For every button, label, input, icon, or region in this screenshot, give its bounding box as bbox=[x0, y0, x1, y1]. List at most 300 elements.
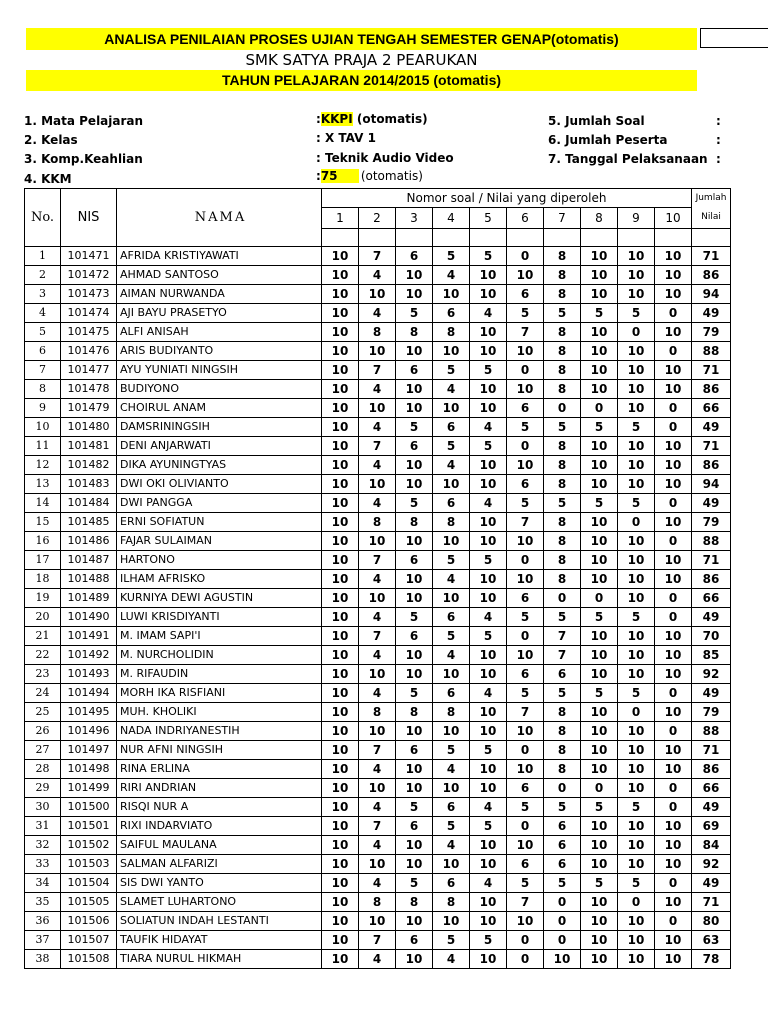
total-score-cell: 88 bbox=[692, 531, 731, 550]
table-row bbox=[25, 778, 731, 797]
score-cell: 0 bbox=[655, 417, 692, 436]
score-cell: 5 bbox=[470, 626, 507, 645]
row-number-cell: 17 bbox=[25, 550, 61, 569]
score-cell: 10 bbox=[396, 645, 433, 664]
nis-cell: 101479 bbox=[61, 398, 117, 417]
total-score-cell: 92 bbox=[692, 664, 731, 683]
score-cell: 7 bbox=[544, 645, 581, 664]
score-cell: 8 bbox=[544, 550, 581, 569]
score-cell: 8 bbox=[544, 284, 581, 303]
nis-cell: 101506 bbox=[61, 911, 117, 930]
table-row bbox=[25, 607, 731, 626]
table-row bbox=[25, 797, 731, 816]
score-cell: 4 bbox=[433, 949, 470, 968]
row-number-cell: 28 bbox=[25, 759, 61, 778]
table-row bbox=[25, 455, 731, 474]
student-name-cell: RIXI INDARVIATO bbox=[117, 816, 322, 835]
score-cell: 8 bbox=[433, 702, 470, 721]
kelas-label: 2. Kelas bbox=[24, 133, 78, 147]
score-cell: 10 bbox=[433, 778, 470, 797]
nis-cell: 101476 bbox=[61, 341, 117, 360]
blank-header-cell bbox=[470, 228, 507, 246]
score-cell: 10 bbox=[581, 626, 618, 645]
score-cell: 10 bbox=[322, 797, 359, 816]
score-cell: 4 bbox=[470, 303, 507, 322]
score-cell: 6 bbox=[507, 778, 544, 797]
score-cell: 10 bbox=[322, 265, 359, 284]
row-number-cell: 23 bbox=[25, 664, 61, 683]
peserta-label: 6. Jumlah Peserta bbox=[548, 133, 668, 147]
score-cell: 5 bbox=[396, 303, 433, 322]
score-cell: 5 bbox=[507, 797, 544, 816]
score-cell: 4 bbox=[433, 379, 470, 398]
row-number-cell: 16 bbox=[25, 531, 61, 550]
row-number-cell: 12 bbox=[25, 455, 61, 474]
score-cell: 10 bbox=[396, 474, 433, 493]
blank-header-cell bbox=[655, 228, 692, 246]
score-cell: 5 bbox=[507, 683, 544, 702]
score-cell: 6 bbox=[396, 550, 433, 569]
score-cell: 10 bbox=[470, 341, 507, 360]
score-cell: 10 bbox=[396, 911, 433, 930]
score-cell: 10 bbox=[396, 398, 433, 417]
student-name-cell: NUR AFNI NINGSIH bbox=[117, 740, 322, 759]
nis-cell: 101501 bbox=[61, 816, 117, 835]
row-number-cell: 37 bbox=[25, 930, 61, 949]
score-cell: 8 bbox=[544, 455, 581, 474]
score-cell: 4 bbox=[359, 455, 396, 474]
table-row bbox=[25, 531, 731, 550]
score-cell: 0 bbox=[544, 892, 581, 911]
score-cell: 6 bbox=[396, 930, 433, 949]
score-cell: 10 bbox=[322, 455, 359, 474]
nis-cell: 101493 bbox=[61, 664, 117, 683]
nis-cell: 101498 bbox=[61, 759, 117, 778]
table-row bbox=[25, 721, 731, 740]
row-number-cell: 33 bbox=[25, 854, 61, 873]
blank-header-cell bbox=[692, 228, 731, 246]
score-cell: 8 bbox=[359, 702, 396, 721]
student-name-cell: DENI ANJARWATI bbox=[117, 436, 322, 455]
score-cell: 8 bbox=[544, 569, 581, 588]
score-cell: 4 bbox=[433, 759, 470, 778]
score-cell: 10 bbox=[655, 892, 692, 911]
score-cell: 5 bbox=[618, 797, 655, 816]
score-cell: 10 bbox=[359, 778, 396, 797]
score-cell: 4 bbox=[359, 417, 396, 436]
table-row bbox=[25, 303, 731, 322]
score-cell: 8 bbox=[396, 892, 433, 911]
nis-cell: 101502 bbox=[61, 835, 117, 854]
table-row bbox=[25, 284, 731, 303]
student-name-cell: ARIS BUDIYANTO bbox=[117, 341, 322, 360]
score-cell: 10 bbox=[433, 664, 470, 683]
total-score-cell: 79 bbox=[692, 322, 731, 341]
score-cell: 10 bbox=[470, 455, 507, 474]
score-cell: 10 bbox=[581, 740, 618, 759]
table-row bbox=[25, 436, 731, 455]
score-cell: 10 bbox=[655, 474, 692, 493]
school-name: SMK SATYA PRAJA 2 PEARUKAN bbox=[245, 51, 478, 69]
score-cell: 10 bbox=[322, 550, 359, 569]
student-name-cell: FAJAR SULAIMAN bbox=[117, 531, 322, 550]
score-cell: 0 bbox=[655, 911, 692, 930]
blank-header-cell bbox=[544, 228, 581, 246]
score-cell: 8 bbox=[544, 474, 581, 493]
score-cell: 10 bbox=[655, 930, 692, 949]
student-name-cell: KURNIYA DEWI AGUSTIN bbox=[117, 588, 322, 607]
score-cell: 7 bbox=[544, 626, 581, 645]
score-cell: 8 bbox=[544, 322, 581, 341]
score-cell: 10 bbox=[618, 284, 655, 303]
question-number-header: 4 bbox=[433, 207, 470, 228]
score-cell: 8 bbox=[544, 341, 581, 360]
score-cell: 8 bbox=[544, 265, 581, 284]
score-cell: 10 bbox=[618, 949, 655, 968]
score-cell: 7 bbox=[507, 702, 544, 721]
score-cell: 4 bbox=[359, 607, 396, 626]
score-cell: 6 bbox=[544, 854, 581, 873]
col-no-header: No. bbox=[25, 189, 61, 247]
blank-header-cell bbox=[359, 228, 396, 246]
score-cell: 5 bbox=[544, 303, 581, 322]
score-cell: 10 bbox=[655, 816, 692, 835]
table-row bbox=[25, 246, 731, 265]
score-cell: 10 bbox=[396, 759, 433, 778]
komp-label: 3. Komp.Keahlian bbox=[24, 152, 143, 166]
score-cell: 0 bbox=[655, 683, 692, 702]
score-cell: 5 bbox=[433, 436, 470, 455]
score-cell: 10 bbox=[396, 379, 433, 398]
score-cell: 6 bbox=[433, 417, 470, 436]
score-cell: 8 bbox=[544, 531, 581, 550]
blank-header-cell bbox=[322, 228, 359, 246]
score-cell: 10 bbox=[359, 531, 396, 550]
score-cell: 5 bbox=[433, 626, 470, 645]
score-cell: 0 bbox=[507, 550, 544, 569]
table-row bbox=[25, 360, 731, 379]
row-number-cell: 10 bbox=[25, 417, 61, 436]
score-cell: 5 bbox=[433, 930, 470, 949]
nis-cell: 101482 bbox=[61, 455, 117, 474]
table-row bbox=[25, 322, 731, 341]
row-number-cell: 7 bbox=[25, 360, 61, 379]
score-cell: 5 bbox=[433, 816, 470, 835]
score-cell: 0 bbox=[507, 626, 544, 645]
score-cell: 6 bbox=[544, 835, 581, 854]
table-row bbox=[25, 740, 731, 759]
total-score-cell: 86 bbox=[692, 759, 731, 778]
score-cell: 4 bbox=[470, 417, 507, 436]
score-cell: 10 bbox=[581, 664, 618, 683]
score-cell: 4 bbox=[359, 683, 396, 702]
row-number-cell: 27 bbox=[25, 740, 61, 759]
score-cell: 5 bbox=[396, 873, 433, 892]
score-cell: 10 bbox=[322, 930, 359, 949]
student-name-cell: AJI BAYU PRASETYO bbox=[117, 303, 322, 322]
score-cell: 10 bbox=[618, 455, 655, 474]
score-cell: 6 bbox=[433, 797, 470, 816]
score-cell: 5 bbox=[618, 683, 655, 702]
blank-header-cell bbox=[433, 228, 470, 246]
score-cell: 7 bbox=[359, 626, 396, 645]
total-score-cell: 66 bbox=[692, 398, 731, 417]
score-cell: 10 bbox=[618, 911, 655, 930]
row-number-cell: 4 bbox=[25, 303, 61, 322]
score-cell: 10 bbox=[322, 721, 359, 740]
score-cell: 10 bbox=[470, 474, 507, 493]
student-name-cell: CHOIRUL ANAM bbox=[117, 398, 322, 417]
score-cell: 10 bbox=[618, 854, 655, 873]
score-cell: 10 bbox=[470, 645, 507, 664]
student-name-cell: ERNI SOFIATUN bbox=[117, 512, 322, 531]
score-cell: 10 bbox=[581, 531, 618, 550]
nis-cell: 101489 bbox=[61, 588, 117, 607]
score-cell: 5 bbox=[544, 417, 581, 436]
row-number-cell: 6 bbox=[25, 341, 61, 360]
score-cell: 5 bbox=[581, 683, 618, 702]
row-number-cell: 18 bbox=[25, 569, 61, 588]
score-cell: 10 bbox=[618, 835, 655, 854]
score-cell: 0 bbox=[544, 911, 581, 930]
total-score-cell: 49 bbox=[692, 303, 731, 322]
row-number-cell: 5 bbox=[25, 322, 61, 341]
score-cell: 10 bbox=[581, 512, 618, 531]
score-cell: 4 bbox=[433, 569, 470, 588]
score-cell: 10 bbox=[396, 778, 433, 797]
table-row bbox=[25, 835, 731, 854]
nis-cell: 101497 bbox=[61, 740, 117, 759]
score-cell: 5 bbox=[618, 607, 655, 626]
score-cell: 10 bbox=[618, 360, 655, 379]
table-row bbox=[25, 550, 731, 569]
score-cell: 10 bbox=[359, 854, 396, 873]
score-cell: 10 bbox=[470, 835, 507, 854]
row-number-cell: 11 bbox=[25, 436, 61, 455]
score-cell: 10 bbox=[581, 436, 618, 455]
table-row bbox=[25, 379, 731, 398]
total-score-cell: 49 bbox=[692, 873, 731, 892]
score-cell: 10 bbox=[322, 759, 359, 778]
total-score-cell: 71 bbox=[692, 550, 731, 569]
score-cell: 10 bbox=[581, 322, 618, 341]
score-cell: 5 bbox=[544, 873, 581, 892]
score-cell: 10 bbox=[581, 759, 618, 778]
score-cell: 10 bbox=[618, 569, 655, 588]
header-row-1 bbox=[25, 189, 731, 208]
student-name-cell: RIRI ANDRIAN bbox=[117, 778, 322, 797]
row-number-cell: 25 bbox=[25, 702, 61, 721]
score-cell: 10 bbox=[581, 721, 618, 740]
score-cell: 10 bbox=[433, 284, 470, 303]
score-cell: 10 bbox=[655, 512, 692, 531]
nis-cell: 101475 bbox=[61, 322, 117, 341]
score-cell: 5 bbox=[470, 740, 507, 759]
total-score-cell: 71 bbox=[692, 360, 731, 379]
score-cell: 10 bbox=[433, 341, 470, 360]
nis-cell: 101474 bbox=[61, 303, 117, 322]
table-row bbox=[25, 930, 731, 949]
nis-cell: 101471 bbox=[61, 246, 117, 265]
score-cell: 10 bbox=[581, 360, 618, 379]
score-cell: 8 bbox=[359, 892, 396, 911]
score-cell: 10 bbox=[359, 588, 396, 607]
academic-year: TAHUN PELAJARAN 2014/2015 (otomatis) bbox=[26, 70, 697, 91]
student-name-cell: HARTONO bbox=[117, 550, 322, 569]
score-cell: 10 bbox=[359, 721, 396, 740]
kkm-note: (otomatis) bbox=[360, 169, 423, 183]
score-cell: 10 bbox=[396, 569, 433, 588]
nis-cell: 101483 bbox=[61, 474, 117, 493]
komp-value: : Teknik Audio Video bbox=[316, 151, 454, 165]
row-number-cell: 14 bbox=[25, 493, 61, 512]
score-cell: 10 bbox=[618, 930, 655, 949]
student-name-cell: TIARA NURUL HIKMAH bbox=[117, 949, 322, 968]
table-row bbox=[25, 417, 731, 436]
blank-header-cell bbox=[396, 228, 433, 246]
soal-colon: : bbox=[716, 114, 721, 128]
score-cell: 10 bbox=[507, 531, 544, 550]
score-cell: 8 bbox=[433, 892, 470, 911]
col-group-header: Nomor soal / Nilai yang diperoleh bbox=[322, 189, 692, 208]
score-cell: 10 bbox=[433, 531, 470, 550]
score-cell: 10 bbox=[322, 607, 359, 626]
score-cell: 10 bbox=[618, 759, 655, 778]
score-cell: 5 bbox=[396, 493, 433, 512]
score-cell: 10 bbox=[396, 835, 433, 854]
score-cell: 10 bbox=[470, 569, 507, 588]
score-cell: 10 bbox=[655, 949, 692, 968]
score-cell: 7 bbox=[359, 360, 396, 379]
score-cell: 10 bbox=[359, 911, 396, 930]
score-cell: 10 bbox=[618, 436, 655, 455]
nis-cell: 101500 bbox=[61, 797, 117, 816]
nis-cell: 101504 bbox=[61, 873, 117, 892]
student-name-cell: DWI OKI OLIVIANTO bbox=[117, 474, 322, 493]
score-cell: 0 bbox=[655, 303, 692, 322]
score-cell: 10 bbox=[507, 759, 544, 778]
student-name-cell: AYU YUNIATI NINGSIH bbox=[117, 360, 322, 379]
row-number-cell: 32 bbox=[25, 835, 61, 854]
score-cell: 4 bbox=[359, 493, 396, 512]
score-cell: 6 bbox=[544, 816, 581, 835]
score-cell: 10 bbox=[618, 265, 655, 284]
table-row bbox=[25, 759, 731, 778]
score-cell: 6 bbox=[507, 664, 544, 683]
col-jumlah-header: Jumlah bbox=[692, 189, 731, 208]
student-name-cell: SAIFUL MAULANA bbox=[117, 835, 322, 854]
score-cell: 0 bbox=[655, 721, 692, 740]
table-row bbox=[25, 873, 731, 892]
score-cell: 5 bbox=[470, 246, 507, 265]
score-cell: 7 bbox=[359, 436, 396, 455]
nis-cell: 101492 bbox=[61, 645, 117, 664]
score-cell: 8 bbox=[544, 740, 581, 759]
score-cell: 0 bbox=[507, 436, 544, 455]
table-row bbox=[25, 265, 731, 284]
table-row bbox=[25, 645, 731, 664]
score-cell: 5 bbox=[544, 607, 581, 626]
score-cell: 8 bbox=[544, 360, 581, 379]
score-cell: 10 bbox=[396, 265, 433, 284]
score-cell: 0 bbox=[507, 740, 544, 759]
total-score-cell: 63 bbox=[692, 930, 731, 949]
score-cell: 8 bbox=[396, 702, 433, 721]
score-cell: 10 bbox=[618, 740, 655, 759]
score-cell: 6 bbox=[396, 360, 433, 379]
score-cell: 10 bbox=[618, 645, 655, 664]
score-cell: 0 bbox=[544, 398, 581, 417]
score-cell: 0 bbox=[655, 607, 692, 626]
question-number-header: 5 bbox=[470, 207, 507, 228]
question-number-header: 2 bbox=[359, 207, 396, 228]
row-number-cell: 8 bbox=[25, 379, 61, 398]
score-cell: 4 bbox=[359, 759, 396, 778]
score-cell: 5 bbox=[581, 303, 618, 322]
score-cell: 5 bbox=[581, 417, 618, 436]
row-number-cell: 2 bbox=[25, 265, 61, 284]
score-cell: 0 bbox=[544, 778, 581, 797]
score-cell: 10 bbox=[618, 246, 655, 265]
score-cell: 10 bbox=[581, 455, 618, 474]
nis-cell: 101507 bbox=[61, 930, 117, 949]
table-row bbox=[25, 949, 731, 968]
score-cell: 10 bbox=[618, 398, 655, 417]
score-cell: 10 bbox=[618, 816, 655, 835]
table-row bbox=[25, 816, 731, 835]
score-cell: 10 bbox=[581, 474, 618, 493]
score-cell: 10 bbox=[470, 721, 507, 740]
score-cell: 0 bbox=[655, 797, 692, 816]
table-row bbox=[25, 398, 731, 417]
score-cell: 0 bbox=[618, 892, 655, 911]
student-name-cell: M. RIFAUDIN bbox=[117, 664, 322, 683]
question-number-header: 7 bbox=[544, 207, 581, 228]
total-score-cell: 94 bbox=[692, 474, 731, 493]
nis-cell: 101499 bbox=[61, 778, 117, 797]
score-cell: 10 bbox=[322, 588, 359, 607]
score-cell: 10 bbox=[322, 531, 359, 550]
score-cell: 5 bbox=[507, 493, 544, 512]
score-cell: 5 bbox=[581, 607, 618, 626]
nis-cell: 101478 bbox=[61, 379, 117, 398]
score-cell: 4 bbox=[359, 645, 396, 664]
score-cell: 10 bbox=[655, 265, 692, 284]
score-cell: 5 bbox=[433, 360, 470, 379]
nis-cell: 101473 bbox=[61, 284, 117, 303]
score-cell: 10 bbox=[655, 246, 692, 265]
mapel-label: 1. Mata Pelajaran bbox=[24, 114, 144, 128]
score-table-body bbox=[25, 246, 731, 968]
student-name-cell: NADA INDRIYANESTIH bbox=[117, 721, 322, 740]
score-cell: 10 bbox=[581, 835, 618, 854]
score-cell: 10 bbox=[396, 721, 433, 740]
score-cell: 10 bbox=[655, 284, 692, 303]
score-cell: 10 bbox=[655, 360, 692, 379]
row-number-cell: 34 bbox=[25, 873, 61, 892]
score-cell: 6 bbox=[396, 626, 433, 645]
row-number-cell: 29 bbox=[25, 778, 61, 797]
total-score-cell: 49 bbox=[692, 607, 731, 626]
score-cell: 5 bbox=[396, 797, 433, 816]
total-score-cell: 71 bbox=[692, 892, 731, 911]
score-cell: 10 bbox=[655, 645, 692, 664]
nis-cell: 101491 bbox=[61, 626, 117, 645]
total-score-cell: 71 bbox=[692, 246, 731, 265]
kkm-label: 4. KKM bbox=[24, 172, 72, 186]
tanggal-label: 7. Tanggal Pelaksanaan bbox=[548, 152, 708, 166]
nis-cell: 101488 bbox=[61, 569, 117, 588]
